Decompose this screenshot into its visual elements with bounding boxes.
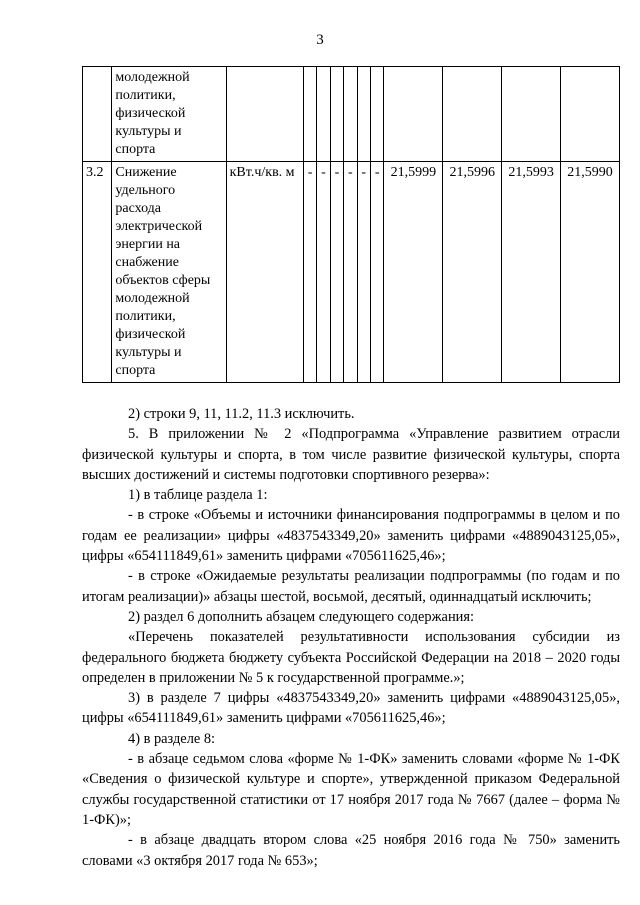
table-row-continuation — [83, 67, 620, 162]
name-line: молодежной — [115, 291, 190, 306]
paragraph: - в строке «Объемы и источники финансирования подпрограммы в целом и по годам ее реализации» цифры «4837543349,20» заменить цифрами «4889043125,05», цифры «654111849,61» заменить цифрами «705611625,46»; — [82, 507, 620, 565]
paragraph: - в абзаце двадцать втором слова «25 ноября 2016 года № 750» заменить словами «3 октября 2017 года № 653»; — [82, 832, 620, 869]
name-line: политики, — [115, 88, 176, 103]
name-line: политики, — [115, 309, 176, 324]
page-number: 3 — [316, 32, 324, 48]
name-line: спорта — [115, 142, 156, 157]
paragraph: 3) в разделе 7 цифры «4837543349,20» заменить цифрами «4889043125,05», цифры «654111849,61» заменить цифрами «705611625,46»; — [82, 690, 620, 727]
year-cell: - — [303, 162, 316, 383]
name-line: Снижение — [115, 165, 177, 180]
paragraph: 1) в таблице раздела 1: — [128, 487, 268, 504]
indicators-table — [82, 66, 620, 383]
name-line: физической — [115, 106, 186, 121]
name-line: молодежной — [115, 70, 190, 85]
unit-cell: кВт.ч/кв. м — [226, 162, 303, 383]
paragraph: - в абзаце седьмом слова «форме № 1-ФК» заменить словами «форме № 1-ФК «Сведения о физической культуре и спорте», утвержденной приказом Федеральной службы государственной статистики от 17 ноября 2017 года № 7667 (далее – форма № 1-ФК)»; — [82, 751, 620, 828]
paragraph: «Перечень показателей результативности использования субсидии из федерального бюджета бюджету субъекта Российской Федерации на 2018 – 2020 годы определен в приложении № 5 к государственной программе.»; — [82, 629, 620, 686]
paragraph: 2) раздел 6 дополнить абзацем следующего содержания: — [128, 608, 474, 625]
value-cell — [561, 67, 620, 162]
year-cell: - — [344, 162, 357, 383]
value-cell: 21,5990 — [561, 162, 620, 383]
paragraph: 2) строки 9, 11, 11.2, 11.3 исключить. — [128, 406, 355, 422]
year-cell: - — [357, 162, 370, 383]
year-cell — [370, 67, 383, 162]
name-line: объектов сферы — [115, 273, 211, 288]
year-cell: - — [370, 162, 383, 383]
document-body — [82, 404, 620, 871]
name-line: энергии на — [115, 237, 181, 252]
year-cell — [330, 67, 343, 162]
year-cell — [303, 67, 316, 162]
value-cell: 21,5996 — [443, 162, 502, 383]
name-line: культуры и — [115, 124, 182, 139]
name-line: физической — [115, 327, 186, 342]
row-number-cell — [83, 67, 112, 162]
year-cell: - — [317, 162, 330, 383]
name-line: культуры и — [115, 345, 182, 360]
value-cell — [384, 67, 443, 162]
name-line: снабжение — [115, 255, 179, 270]
table-row-3-2 — [83, 162, 620, 383]
year-cell — [317, 67, 330, 162]
paragraph: 5. В приложении № 2 «Подпрограмма «Управление развитием отрасли физической культуры и спорта, в том числе развитие физической культуры, спорта высших достижений и системы подготовки спортивного резерва»: — [82, 426, 620, 483]
value-cell — [502, 67, 561, 162]
year-cell — [357, 67, 370, 162]
name-line: удельного — [115, 183, 176, 198]
value-cell: 21,5993 — [502, 162, 561, 383]
row-number-cell: 3.2 — [83, 162, 112, 383]
name-line: спорта — [115, 363, 156, 378]
year-cell: - — [330, 162, 343, 383]
paragraph: - в строке «Ожидаемые результаты реализации подпрограммы (по годам и по итогам реализации)» абзацы шестой, восьмой, десятый, одиннадцатый исключить; — [82, 568, 620, 605]
name-line: расхода — [115, 201, 162, 216]
value-cell: 21,5999 — [384, 162, 443, 383]
value-cell — [443, 67, 502, 162]
indicator-name-cell — [112, 67, 226, 162]
name-line: электрической — [115, 219, 203, 234]
unit-cell — [226, 67, 303, 162]
paragraph: 4) в разделе 8: — [128, 730, 216, 747]
year-cell — [344, 67, 357, 162]
indicator-name-cell — [112, 162, 226, 383]
